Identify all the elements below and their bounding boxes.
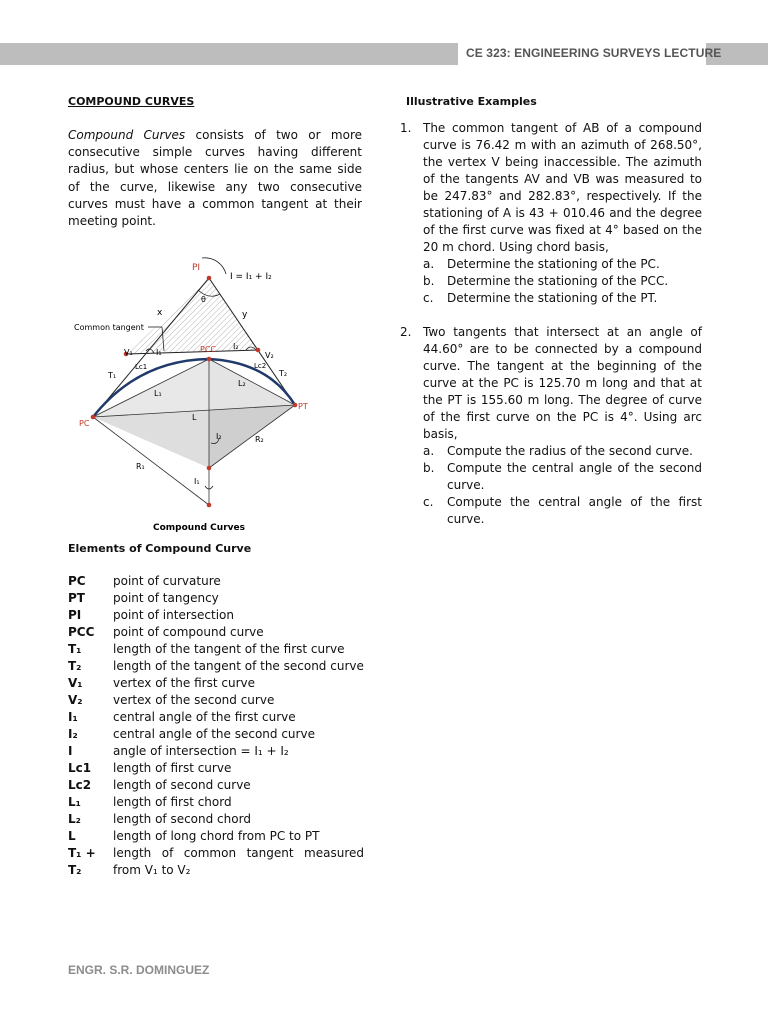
element-definition: length of second chord: [113, 812, 251, 826]
label-theta: θ: [201, 295, 206, 304]
element-definition: point of tangency: [113, 591, 219, 605]
label-r2: R₂: [255, 435, 264, 444]
footer-author: ENGR. S.R. DOMINGUEZ: [68, 963, 210, 977]
element-definition: length of first curve: [113, 761, 232, 775]
subitem-letter: c.: [423, 291, 434, 305]
element-symbol: T₂: [68, 659, 82, 673]
element-symbol: PI: [68, 608, 82, 622]
label-pt: PT: [298, 402, 308, 411]
element-definition: length of first chord: [113, 795, 232, 809]
subitem-letter: b.: [423, 461, 435, 475]
element-symbol: I₂: [68, 727, 78, 741]
element-definition: point of curvature: [113, 574, 221, 588]
element-row: [68, 709, 364, 726]
course-title: CE 323: ENGINEERING SURVEYS LECTURE: [466, 46, 722, 60]
element-symbol: T₁ + T₂: [68, 846, 96, 877]
label-v1: V₁: [124, 348, 133, 357]
element-row: [68, 607, 364, 624]
section-title: COMPOUND CURVES: [68, 95, 195, 108]
pi-point: [207, 276, 212, 281]
label-y: y: [242, 310, 248, 320]
label-lc1: Lc1: [135, 363, 148, 371]
element-row: [68, 828, 364, 845]
label-l1: L₁: [154, 389, 162, 398]
element-definition: angle of intersection = I₁ + I₂: [113, 744, 289, 758]
element-row: [68, 777, 364, 794]
example-text: The common tangent of AB of a compound curve is 76.42 m with an azimuth of 268.50°, the vertex V being inaccessible. The azimuth of the tangents AV and VB was measured to be 247.83° and 282.83°, respectively. If the stationing of A is 43 + 010.46 and the degree of the first curve was fixed at 4° based on the 20 m chord. Using chord basis,: [423, 121, 702, 254]
element-row: [68, 641, 364, 658]
element-row: [68, 794, 364, 811]
element-row: [68, 675, 364, 692]
element-definition: central angle of the second curve: [113, 727, 315, 741]
label-x: x: [157, 308, 163, 318]
example-item: [400, 120, 702, 307]
elements-title: Elements of Compound Curve: [68, 542, 252, 555]
subitem-text: Determine the stationing of the PCC.: [447, 274, 669, 288]
element-symbol: V₁: [68, 676, 83, 690]
figure-caption: Compound Curves: [153, 523, 245, 533]
element-symbol: I: [68, 744, 73, 758]
label-i1-top: I₁: [156, 348, 162, 357]
element-definition: length of second curve: [113, 778, 251, 792]
pt-point: [293, 403, 298, 408]
label-pi: PI: [192, 263, 201, 273]
label-i2-center: I₂: [216, 432, 222, 441]
example-subitem: [423, 494, 702, 528]
example-subitem: [423, 460, 702, 494]
label-formula: I = I₁ + I₂: [230, 272, 272, 282]
element-row: [68, 743, 364, 760]
element-symbol: Lc1: [68, 761, 92, 775]
v2-point: [256, 348, 261, 353]
element-symbol: L₂: [68, 812, 81, 826]
subitem-letter: b.: [423, 274, 435, 288]
element-symbol: V₂: [68, 693, 83, 707]
element-row: [68, 658, 364, 675]
element-row: [68, 845, 364, 879]
center-1-point: [207, 503, 212, 508]
label-r1: R₁: [136, 462, 145, 471]
element-definition: vertex of the second curve: [113, 693, 275, 707]
element-symbol: PT: [68, 591, 85, 605]
example-subitem: [423, 290, 702, 307]
example-number: 1.: [400, 121, 412, 135]
intro-paragraph: [68, 127, 362, 230]
element-row: [68, 760, 364, 777]
element-row: [68, 726, 364, 743]
compound-curve-diagram: [68, 250, 368, 540]
element-symbol: PCC: [68, 625, 95, 639]
intro-text: consists of two or more consecutive simple curves having different radius, but whose centers lie on the same side of the curve, likewise any two consecutive curves must have a common tangent at their meeting point.: [68, 128, 362, 229]
element-symbol: PC: [68, 574, 86, 588]
pcc-point: [207, 357, 212, 362]
label-l: L: [192, 413, 197, 422]
element-symbol: Lc2: [68, 778, 92, 792]
label-v2: V₂: [265, 351, 274, 360]
subitem-letter: a.: [423, 257, 435, 271]
label-t1: T₁: [108, 371, 117, 380]
element-definition: central angle of the first curve: [113, 710, 296, 724]
example-text: Two tangents that intersect at an angle of 44.60° are to be connected by a compound curve. The tangent at the beginning of the curve at the PC is 125.70 m long and that at the PT is 155.60 m long. The degree of curve of the first curve on the PC is 4°. Using arc basis,: [423, 325, 702, 441]
label-pcc: PCC: [200, 345, 216, 354]
example-item: [400, 324, 702, 528]
element-row: [68, 573, 364, 590]
center-2-point: [207, 466, 212, 471]
example-number: 2.: [400, 325, 412, 339]
element-row: [68, 624, 364, 641]
subitem-text: Determine the stationing of the PT.: [447, 291, 658, 305]
i-arc: [202, 258, 226, 274]
element-definition: length of the tangent of the first curve: [113, 642, 345, 656]
element-definition: vertex of the first curve: [113, 676, 255, 690]
label-l2: L₂: [238, 379, 246, 388]
element-row: [68, 590, 364, 607]
examples-list: [400, 120, 702, 528]
subitem-text: Compute the radius of the second curve.: [447, 444, 693, 458]
subitem-letter: a.: [423, 444, 435, 458]
label-t2: T₂: [279, 369, 288, 378]
element-definition: length of common tangent measured from V₁ to V₂: [113, 846, 364, 877]
element-definition: point of intersection: [113, 608, 234, 622]
example-subitem: [423, 273, 702, 290]
element-definition: point of compound curve: [113, 625, 264, 639]
element-definition: length of long chord from PC to PT: [113, 829, 320, 843]
element-row: [68, 692, 364, 709]
element-symbol: I₁: [68, 710, 78, 724]
label-common-tangent: Common tangent: [74, 323, 144, 332]
example-body: [423, 120, 702, 307]
element-symbol: L₁: [68, 795, 81, 809]
elements-list: [68, 573, 364, 879]
subitem-text: Compute the central angle of the second curve.: [447, 461, 702, 492]
examples-title: Illustrative Examples: [406, 95, 537, 108]
intro-term: Compound Curves: [68, 128, 186, 142]
pc-point: [91, 415, 96, 420]
example-subitem: [423, 443, 702, 460]
element-symbol: L: [68, 829, 76, 843]
label-pc: PC: [79, 419, 90, 428]
subitem-text: Compute the central angle of the first curve.: [447, 495, 702, 526]
example-subitem: [423, 256, 702, 273]
label-lc2: Lc2: [254, 362, 267, 370]
element-row: [68, 811, 364, 828]
label-i1-center: I₁: [194, 477, 200, 486]
subitem-letter: c.: [423, 495, 434, 509]
example-body: [423, 324, 702, 528]
element-definition: length of the tangent of the second curve: [113, 659, 364, 673]
subitem-text: Determine the stationing of the PC.: [447, 257, 660, 271]
element-symbol: T₁: [68, 642, 82, 656]
label-i2-top: I₂: [233, 342, 239, 351]
